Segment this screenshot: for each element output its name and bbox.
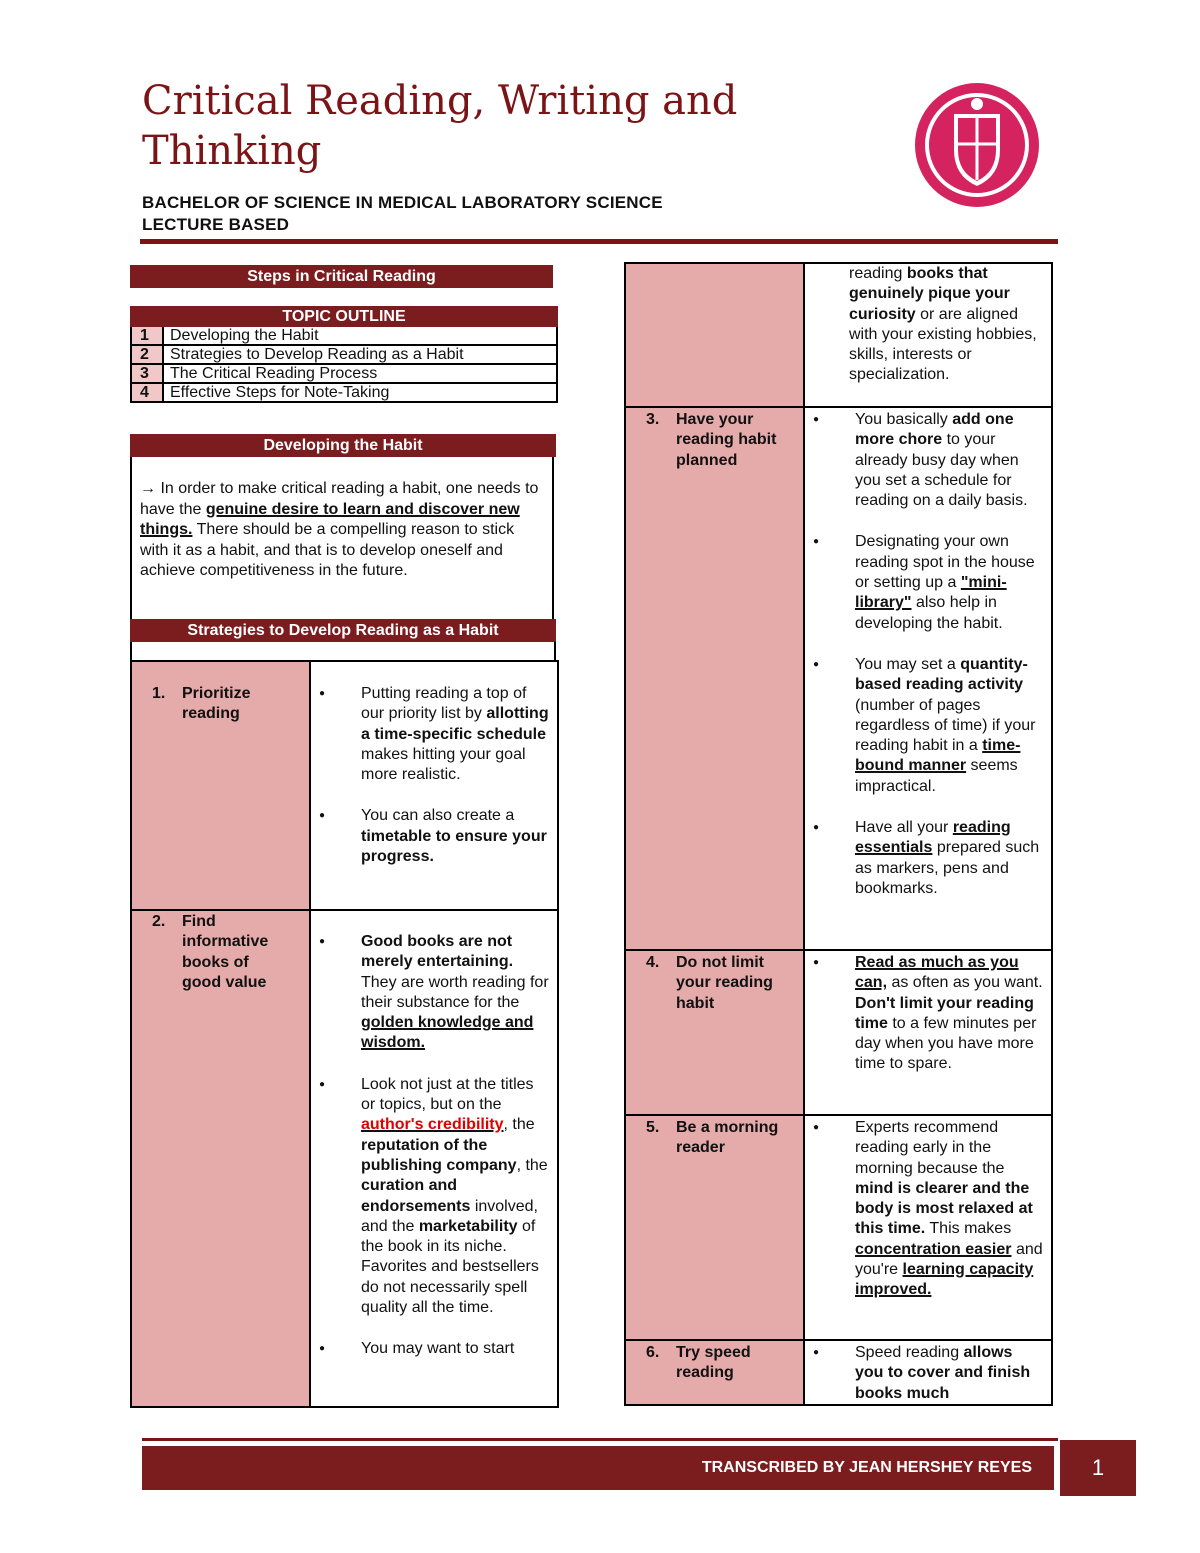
table-row [625, 1115, 1052, 1340]
strategy-name-cell: 1. Prioritize reading [131, 661, 310, 910]
footer-credit: TRANSCRIBED BY JEAN HERSHEY REYES [142, 1446, 1054, 1490]
list-item: ● Good books are not merely entertaining. They are worth reading for their substance for the golden knowledge and wisdom. [317, 932, 551, 1054]
document-title: Critical Reading, Writing and Thinking [142, 78, 738, 174]
list-item: ● You may want to start [317, 1339, 551, 1359]
list-item: ● Experts recommend reading early in the morning because the mind is clearer and the body is most relaxed at this time. This makes concentration easier and you're learning capacity improved. [811, 1118, 1045, 1301]
developing-habit-header: Developing the Habit [130, 434, 556, 457]
topic-outline-header: TOPIC OUTLINE [131, 307, 557, 326]
strategies-table-right [624, 262, 1053, 1406]
university-seal-logo [912, 80, 1042, 210]
list-item: ● Read as much as you can, as often as you want. Don't limit your reading time to a few minutes per day when you have more time to spare. [811, 953, 1045, 1075]
list-item: ● Speed reading allows you to cover and finish books much [811, 1343, 1045, 1404]
list-item: ● You may set a quantity-based reading activity (number of pages regardless of time) if your reading habit in a time-bound manner seems impractical. [811, 655, 1045, 797]
header-divider [140, 239, 1058, 244]
program-name: BACHELOR OF SCIENCE IN MEDICAL LABORATORY SCIENCE [142, 193, 663, 212]
table-row [625, 1340, 1052, 1405]
arrow-icon: → [140, 480, 156, 497]
outline-row: 2 Strategies to Develop Reading as a Habit [131, 345, 557, 364]
footer-divider [142, 1438, 1058, 1441]
list-item: ● Designating your own reading spot in the house or setting up a "mini-library" also help in developing the habit. [811, 532, 1045, 633]
table-row [131, 910, 558, 1407]
list-item: ● Have all your reading essentials prepared such as markers, pens and bookmarks. [811, 818, 1045, 899]
page-number: 1 [1060, 1440, 1136, 1496]
strategies-table-left [130, 660, 559, 1408]
outline-row: 4 Effective Steps for Note-Taking [131, 383, 557, 402]
strategy-detail-cell [804, 1340, 1052, 1405]
strategies-spacer-row [130, 642, 556, 662]
table-row [625, 950, 1052, 1115]
section-title-bar: Steps in Critical Reading [130, 265, 553, 288]
strategy-name-cell [625, 263, 804, 407]
strategy-name-cell: 3. Have your reading habit planned [625, 407, 804, 950]
strategy-name-cell: 6. Try speed reading [625, 1340, 804, 1405]
strategies-header: Strategies to Develop Reading as a Habit [130, 619, 556, 642]
strategy-detail-cell [804, 1115, 1052, 1340]
topic-outline-table [130, 306, 558, 403]
list-item: ● Look not just at the titles or topics, but on the author's credibility, the reputation of the publishing company, the curation and endorsements involved, and the marketability of the book in its niche. Favorites and bestsellers do not necessarily spell quality all the time. [317, 1075, 551, 1319]
strategy-detail-cell: reading books that genuinely pique your curiosity or are aligned with your existing hobbies, skills, interests or specialization. [804, 263, 1052, 407]
strategy-name-cell: 2. Find informative books of good value [131, 910, 310, 1407]
table-row [131, 661, 558, 910]
table-row [625, 407, 1052, 950]
lecture-type: LECTURE BASED [142, 215, 290, 234]
developing-habit-text: → In order to make critical reading a habit, one needs to have the genuine desire to learn and discover new things. There should be a compelling reason to stick with it as a habit, and that is to develop oneself and achieve competitiveness in the future. [140, 480, 539, 579]
outline-row: 3 The Critical Reading Process [131, 364, 557, 383]
strategy-detail-cell [804, 407, 1052, 950]
document-subtitle [142, 192, 663, 236]
strategy-name-cell: 4. Do not limit your reading habit [625, 950, 804, 1115]
table-row [625, 263, 1052, 407]
outline-row: 1 Developing the Habit [131, 326, 557, 345]
strategy-detail-cell [310, 910, 558, 1407]
strategy-detail-cell [804, 950, 1052, 1115]
strategy-detail-cell [310, 661, 558, 910]
strategy-name-cell: 5. Be a morning reader [625, 1115, 804, 1340]
list-item: ● Putting reading a top of our priority list by allotting a time-specific schedule makes hitting your goal more realistic. [317, 684, 551, 785]
list-item: ● You can also create a timetable to ensure your progress. [317, 806, 551, 867]
list-item: ● You basically add one more chore to your already busy day when you set a schedule for reading on a daily basis. [811, 410, 1045, 511]
